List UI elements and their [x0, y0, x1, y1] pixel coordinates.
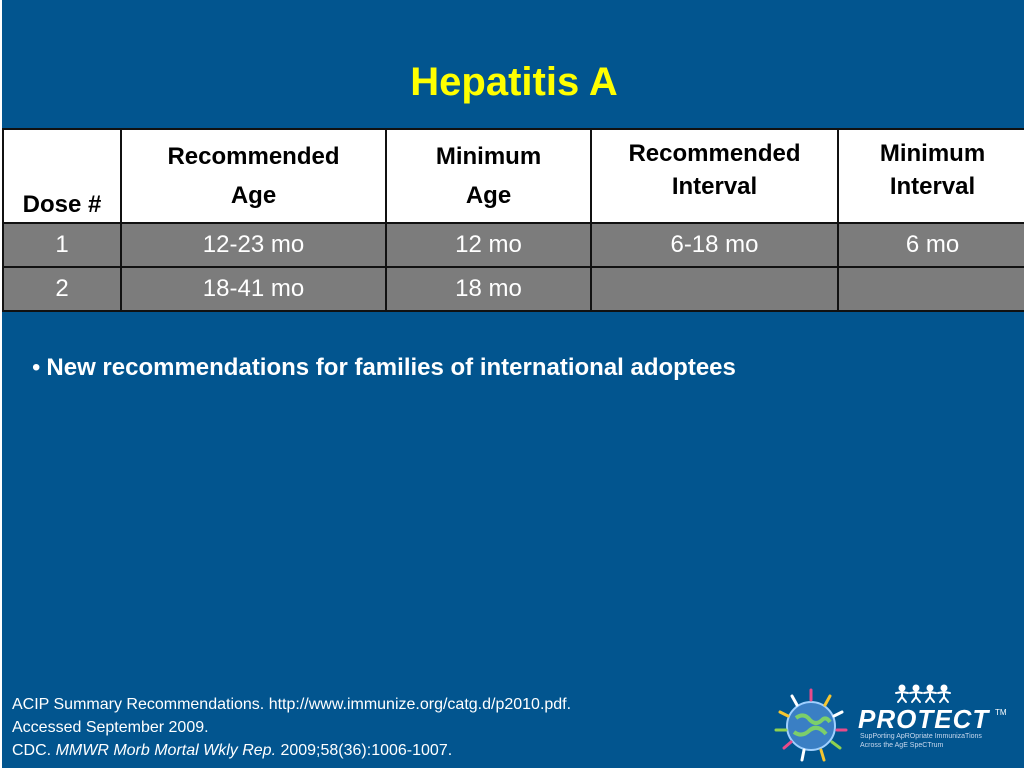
header-min-interval-line1: Minimum [879, 140, 986, 167]
header-minimum-age [386, 129, 591, 223]
cell-dose: 2 [3, 267, 121, 311]
logo-tagline-line1: SupPorting ApROpriate ImmunizaTions [860, 733, 982, 740]
cell-recommended-age: 12-23 mo [121, 223, 386, 267]
header-recommended-age [121, 129, 386, 223]
slide-title: Hepatitis A [410, 60, 618, 104]
citation-line-3 [12, 739, 571, 762]
table-row [3, 267, 1024, 311]
cell-minimum-interval [838, 267, 1024, 311]
citation-line-1: ACIP Summary Recommendations. http://www.immunize.org/catg.d/p2010.pdf. [12, 696, 572, 713]
header-min-interval-line2: Interval [889, 173, 976, 200]
table-header-row [3, 129, 1024, 223]
logo-tagline-line2: Across the AgE SpeCTrum [860, 742, 944, 749]
footer-citations [12, 693, 571, 762]
header-recommended-interval [591, 129, 838, 223]
header-min-age-line1: Minimum [435, 143, 542, 170]
table-row [3, 223, 1024, 267]
header-rec-interval-line1: Recommended [628, 140, 801, 167]
cell-dose: 1 [3, 223, 121, 267]
header-min-age-line2: Age [465, 182, 512, 209]
header-dose [3, 129, 121, 223]
cell-recommended-age: 18-41 mo [121, 267, 386, 311]
header-minimum-interval [838, 129, 1024, 223]
globe-with-children-icon [772, 686, 850, 764]
citation-prefix: CDC. [12, 742, 56, 759]
cell-minimum-age: 18 mo [386, 267, 591, 311]
logo-tagline [860, 732, 1010, 750]
hepatitis-a-dose-table [2, 128, 1024, 312]
bullet-marker: • [32, 354, 41, 381]
logo-trademark: TM [995, 708, 1007, 717]
protect-logo-text: PROTECT [858, 704, 990, 734]
citation-line-2: Accessed September 2009. [12, 719, 209, 736]
bullet-point [32, 354, 736, 382]
citation-journal: MMWR Morb Mortal Wkly Rep. [55, 742, 277, 759]
people-figures-icon [894, 684, 954, 704]
header-rec-interval-line2: Interval [671, 173, 758, 200]
bullet-text: New recommendations for families of international adoptees [46, 354, 736, 381]
header-dose-label: Dose # [22, 191, 102, 218]
cell-recommended-interval: 6-18 mo [591, 223, 838, 267]
citation-suffix: 2009;58(36):1006-1007. [276, 742, 453, 759]
header-rec-age-line1: Recommended [167, 143, 340, 170]
cell-minimum-age: 12 mo [386, 223, 591, 267]
cell-minimum-interval: 6 mo [838, 223, 1024, 267]
cell-recommended-interval [591, 267, 838, 311]
header-rec-age-line2: Age [230, 182, 277, 209]
